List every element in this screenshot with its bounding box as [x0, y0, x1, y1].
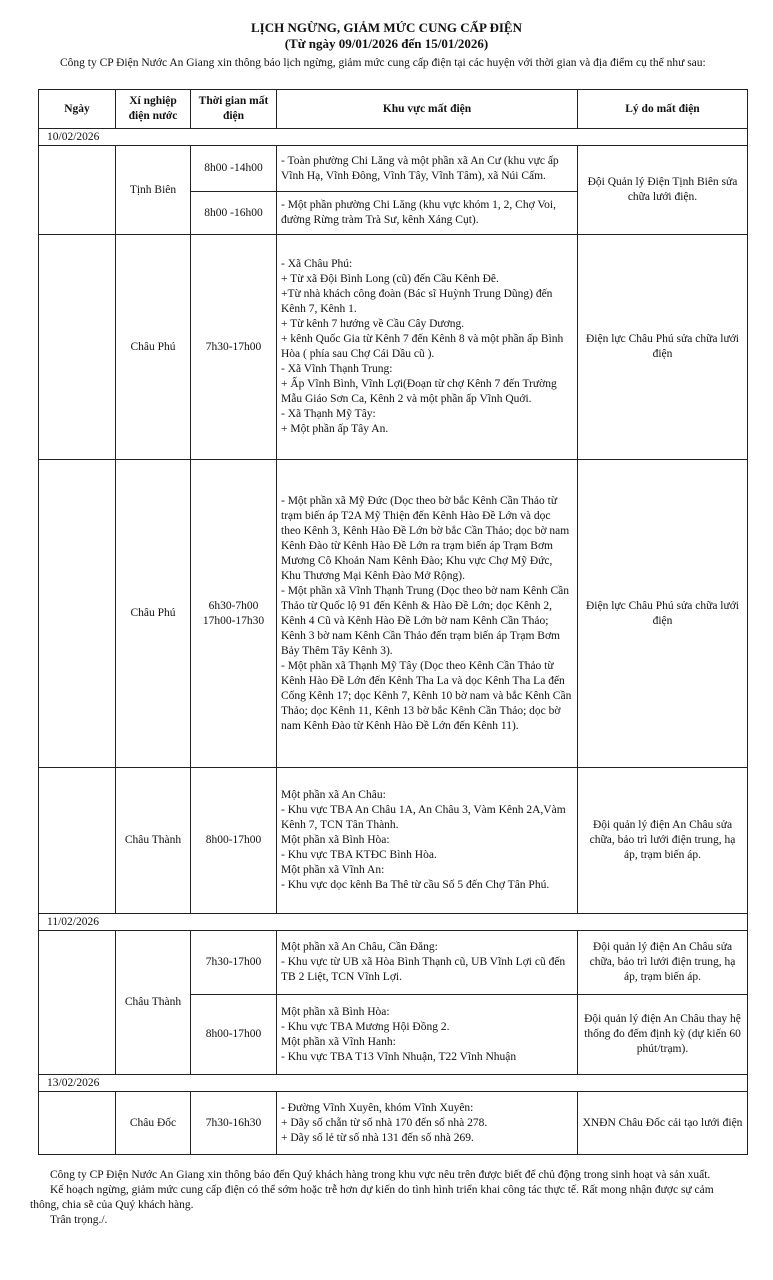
table-row — [39, 460, 748, 768]
unit-cell: Tịnh Biên — [116, 146, 191, 235]
table-row — [39, 768, 748, 914]
unit-cell: Châu Phú — [116, 235, 191, 460]
outage-table — [38, 89, 748, 1155]
table-row — [39, 235, 748, 460]
area-cell: - Một phần xã Mỹ Đức (Dọc theo bờ bắc Kênh Cần Thảo từ trạm biến áp T2A Mỹ Thiện đến Kênh Hào Đề Lớn và dọc theo Kênh 3, Kênh Hào Đề Lớn bờ bắc Cần Thảo; dọc bờ nam Kênh Đào từ Kênh Hào Đề Lớn ra trạm biến áp Trạm Bơm Mương Cô Khoản Nam Kênh Đào; Khu vực Chợ Mỹ Đức, Khu Thương Mại Kênh Đào Mở Rộng). - Một phần xã Vĩnh Thạnh Trung (Dọc theo bờ nam Kênh Cần Thảo từ Quốc lộ 91 đến Kênh & Hào Đề Lớn; dọc Kênh 2, Kênh 4 Cũ và Kênh Hào Đề Lớn bờ nam Kênh Cần Thảo; Kênh 3 bờ nam Kênh Cần Thảo đến trạm biến áp Trạm Bơm Bảy Thêm Tây Kênh 3). - Một phần xã Thạnh Mỹ Tây (Dọc theo Kênh Cần Thảo từ Kênh Hào Đề Lớn đến Kênh Tha La và dọc Kênh Tha La đến Cống Kênh 17; dọc Kênh 7, Kênh 10 bờ nam và bắc Kênh Cần Thảo; dọc Kênh 11, Kênh 13 bờ bắc Kênh Cần Thảo; dọc bờ nam Kênh Đào từ Kênh Hào Đề Lớn đến Kênh 11). — [277, 460, 578, 768]
date-label: 11/02/2026 — [39, 914, 748, 931]
date-spacer-cell — [39, 931, 116, 1075]
header-area: Khu vực mất điện — [277, 90, 578, 129]
area-cell: - Toàn phường Chi Lăng và một phần xã An Cư (khu vực ấp Vĩnh Hạ, Vĩnh Đông, Vĩnh Tây, Vĩnh Tâm), xã Núi Cấm. — [277, 146, 578, 192]
time-cell: 8h00 -14h00 — [191, 146, 277, 192]
date-spacer-cell — [39, 146, 116, 235]
unit-cell: Châu Thành — [116, 768, 191, 914]
date-spacer-cell — [39, 768, 116, 914]
date-row — [39, 1075, 748, 1092]
title-block — [0, 20, 773, 52]
reason-cell: Đội quản lý điện An Châu thay hệ thống đo đếm định kỳ (dự kiến 60 phút/trạm). — [578, 995, 748, 1075]
unit-cell: Châu Phú — [116, 460, 191, 768]
footer-paragraph: Công ty CP Điện Nước An Giang xin thông báo đến Quý khách hàng trong khu vực nêu trên được biết để chủ động trong sinh hoạt và sản xuất. — [50, 1169, 711, 1181]
date-row — [39, 914, 748, 931]
reason-cell: Đội quản lý điện An Châu sửa chữa, bảo trì lưới điện trung, hạ áp, trạm biến áp. — [578, 768, 748, 914]
time-cell: 8h00 -16h00 — [191, 192, 277, 235]
footer-closing: Trân trọng./. — [50, 1214, 108, 1226]
date-row — [39, 129, 748, 146]
time-cell: 7h30-16h30 — [191, 1092, 277, 1155]
footer-text — [30, 1168, 742, 1228]
reason-cell: XNĐN Châu Đốc cải tạo lưới điện — [578, 1092, 748, 1155]
reason-cell: Điện lực Châu Phú sửa chữa lưới điện — [578, 460, 748, 768]
footer-paragraph: Kế hoạch ngừng, giảm mức cung cấp điện có thể sớm hoặc trễ hơn dự kiến do tình hình triển khai công tác thực tế. Rất mong nhận được sự cảm thông, chia sẽ của Quý khách hàng. — [30, 1184, 714, 1211]
time-cell: 8h00-17h00 — [191, 995, 277, 1075]
table-row — [39, 146, 748, 192]
time-cell: 8h00-17h00 — [191, 768, 277, 914]
date-label: 10/02/2026 — [39, 129, 748, 146]
date-label: 13/02/2026 — [39, 1075, 748, 1092]
intro-text: Công ty CP Điện Nước An Giang xin thông báo lịch ngừng, giảm mức cung cấp điện tại các huyện với thời gian và địa điểm cụ thể như sau: — [60, 57, 706, 69]
reason-cell: Đội quản lý điện An Châu sửa chữa, bảo trì lưới điện trung, hạ áp, trạm biến áp. — [578, 931, 748, 995]
table-row — [39, 1092, 748, 1155]
area-cell: Một phần xã An Châu: - Khu vực TBA An Châu 1A, An Châu 3, Vàm Kênh 2A,Vàm Kênh 7, TCN Tân Thành. Một phần xã Bình Hòa: - Khu vực TBA KTĐC Bình Hòa. Một phần xã Vĩnh An: - Khu vực dọc kênh Ba Thê từ cầu Số 5 đến Chợ Tân Phú. — [277, 768, 578, 914]
date-spacer-cell — [39, 235, 116, 460]
page-title: LỊCH NGỪNG, GIẢM MỨC CUNG CẤP ĐIỆN — [251, 20, 522, 35]
area-cell: Một phần xã Bình Hòa: - Khu vực TBA Mương Hội Đồng 2. Một phần xã Vĩnh Hanh: - Khu vực TBA T13 Vĩnh Nhuận, T22 Vĩnh Nhuận — [277, 995, 578, 1075]
area-cell: Một phần xã An Châu, Cần Đăng: - Khu vực từ UB xã Hòa Bình Thạnh cũ, UB Vĩnh Lợi cũ đến TB 2 Liệt, TCN Vĩnh Lợi. — [277, 931, 578, 995]
area-cell: - Đường Vĩnh Xuyên, khóm Vĩnh Xuyên: + Dãy số chẵn từ số nhà 170 đến số nhà 278. + Dãy số lẻ từ số nhà 131 đến số nhà 269. — [277, 1092, 578, 1155]
header-date: Ngày — [39, 90, 116, 129]
time-cell: 6h30-7h00 17h00-17h30 — [191, 460, 277, 768]
date-spacer-cell — [39, 460, 116, 768]
reason-cell: Điện lực Châu Phú sửa chữa lưới điện — [578, 235, 748, 460]
date-spacer-cell — [39, 1092, 116, 1155]
header-reason: Lý do mất điện — [578, 90, 748, 129]
table-row — [39, 931, 748, 995]
time-cell: 7h30-17h00 — [191, 235, 277, 460]
unit-cell: Châu Đốc — [116, 1092, 191, 1155]
header-unit: Xí nghiệp điện nước — [116, 90, 191, 129]
time-cell: 7h30-17h00 — [191, 931, 277, 995]
header-time: Thời gian mất điện — [191, 90, 277, 129]
table-header-row — [39, 90, 748, 129]
reason-cell: Đội Quản lý Điện Tịnh Biên sửa chữa lưới điện. — [578, 146, 748, 235]
unit-cell: Châu Thành — [116, 931, 191, 1075]
area-cell: - Một phần phường Chi Lăng (khu vực khóm 1, 2, Chợ Voi, đường Rừng tràm Trà Sư, kênh Xáng Cụt). — [277, 192, 578, 235]
page-subtitle: (Từ ngày 09/01/2026 đến 15/01/2026) — [284, 36, 489, 51]
area-cell: - Xã Châu Phú: + Từ xã Đội Bình Long (cũ) đến Cầu Kênh Đê. +Từ nhà khách công đoàn (Bác sĩ Huỳnh Trung Dũng) đến Kênh 7, Kênh 1. + Từ kênh 7 hướng về Cầu Cây Dương. + kênh Quốc Gia từ Kênh 7 đến Kênh 8 và một phần ấp Bình Hòa ( phía sau Chợ Cái Dầu cũ ). - Xã Vĩnh Thạnh Trung: + Ấp Vĩnh Bình, Vĩnh Lợi(Đoạn từ chợ Kênh 7 đến Trường Mẫu Giáo Sơn Ca, Kênh 2 và một phần ấp Vĩnh Quới. - Xã Thạnh Mỹ Tây: + Một phần ấp Tây An. — [277, 235, 578, 460]
